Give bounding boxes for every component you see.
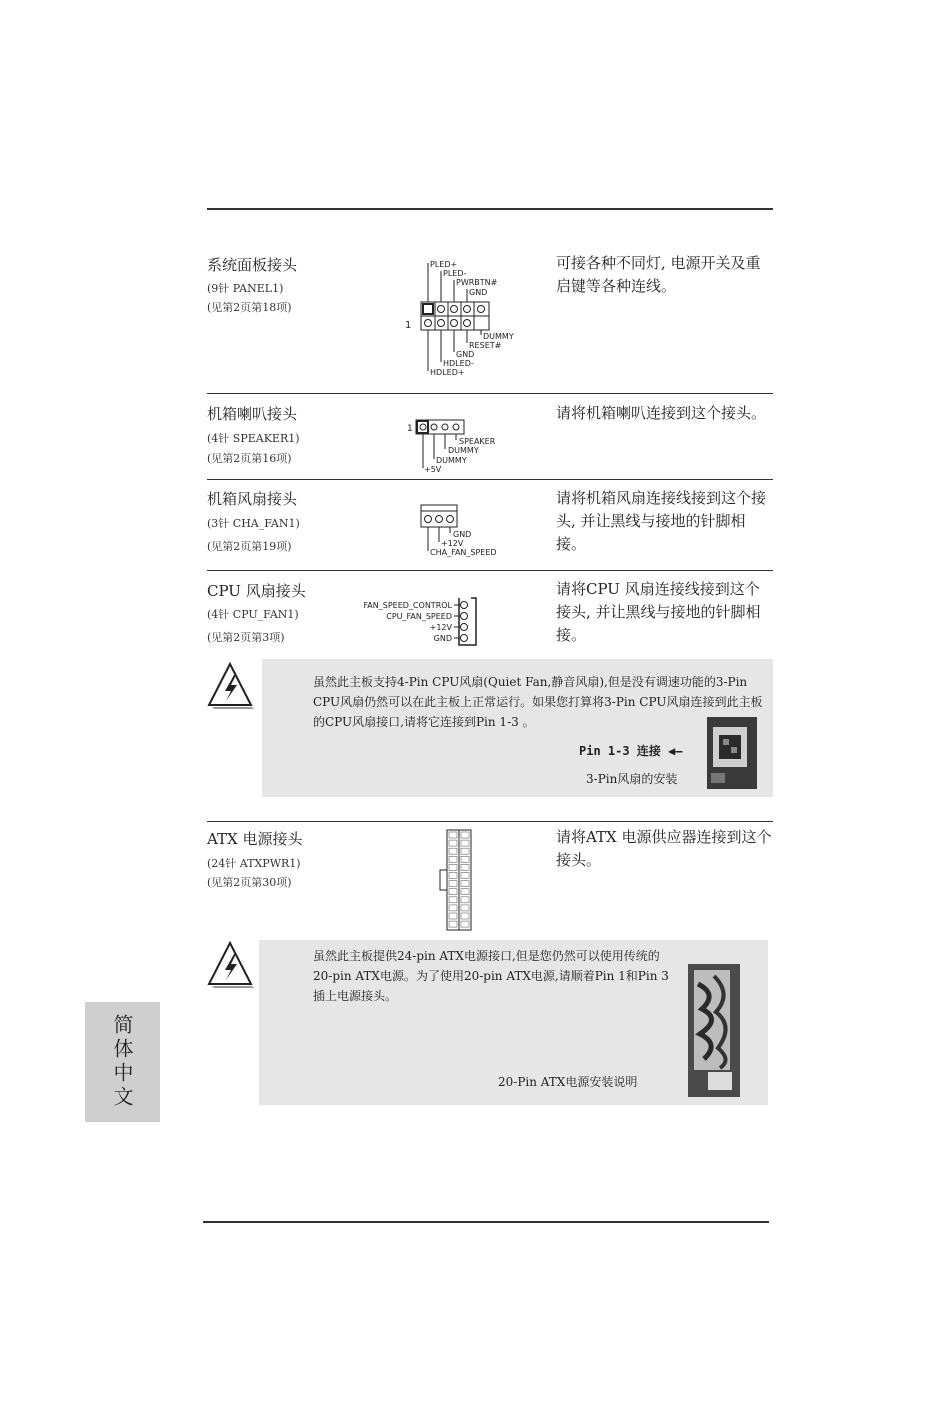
- pin-label: HDLED-: [443, 359, 474, 368]
- section-ref: (见第2页第3项): [207, 631, 285, 644]
- section-ref: (见第2页第16项): [207, 452, 292, 465]
- pin-one-label: 1: [407, 424, 413, 434]
- atx-pin: [449, 897, 457, 903]
- pin-label: SPEAKER: [459, 437, 496, 446]
- pin-label: HDLED+: [430, 368, 465, 377]
- atx-pin: [461, 921, 469, 927]
- atx-pin: [461, 905, 469, 911]
- section-title: 系统面板接头: [207, 256, 298, 274]
- pin-label: +5V: [424, 465, 442, 474]
- pin-label: GND: [433, 634, 452, 643]
- pin-label: +12V: [441, 539, 464, 548]
- pin-label: DUMMY: [448, 446, 479, 455]
- pin-label: PLED+: [430, 260, 458, 269]
- section-pins: (4针 SPEAKER1): [207, 432, 300, 445]
- atx-pin: [449, 840, 457, 846]
- note-callout: [579, 742, 683, 759]
- pin-label: +12V: [429, 623, 452, 632]
- atx-pin: [461, 840, 469, 846]
- callout-text: Pin 1-3 连接: [579, 744, 661, 758]
- atx-pin: [449, 905, 457, 911]
- section-description: 请将机箱喇叭连接到这个接头。: [556, 404, 767, 422]
- section-pins: (4针 CPU_FAN1): [207, 608, 299, 621]
- atx-pin: [449, 848, 457, 854]
- note-text: 虽然此主板支持4-Pin CPU风扇(Quiet Fan,静音风扇),但是没有调速功能的3-Pin CPU风扇仍然可以在此主板上正常运行。如果您打算将3-Pin CPU风扇连接到此主板的CPU风扇接口,请将它连接到Pin 1-3 。: [313, 675, 763, 729]
- note-caption: 20-Pin ATX电源安装说明: [498, 1075, 638, 1089]
- pin-label: RESET#: [469, 341, 502, 350]
- chassis-fan-header-diagram: [415, 500, 510, 560]
- atx-pin: [449, 832, 457, 838]
- atx-pin: [449, 889, 457, 895]
- section-title: ATX 电源接头: [207, 830, 303, 848]
- section-ref: (见第2页第19项): [207, 540, 292, 553]
- pin-label: GND: [453, 530, 472, 539]
- section-description: 请将机箱风扇连接线接到这个接头, 并让黑线与接地的针脚相接。: [556, 489, 767, 553]
- section-title: 机箱风扇接头: [207, 490, 298, 508]
- section-pins: (3针 CHA_FAN1): [207, 517, 300, 530]
- section-divider: [207, 479, 773, 480]
- pin-label: PWRBTN#: [456, 278, 498, 287]
- atx-pin: [461, 873, 469, 879]
- section-description: 可接各种不同灯, 电源开关及重启键等各种连线。: [556, 254, 761, 295]
- atx-pin: [461, 913, 469, 919]
- atx-install-photo: [688, 964, 740, 1097]
- pin-one-label: 1: [405, 320, 412, 331]
- note-text: 虽然此主板提供24-pin ATX电源接口,但是您仍然可以使用传统的20-pin ATX电源。为了使用20-pin ATX电源,请顺着Pin 1和Pin 3插上电源接头。: [313, 949, 669, 1003]
- note-caption: 3-Pin风扇的安装: [586, 772, 678, 786]
- warning-icon: [206, 661, 254, 711]
- atx-pin: [449, 856, 457, 862]
- atx-power-connector-diagram: [435, 828, 480, 932]
- pin-label: FAN_SPEED_CONTROL: [363, 601, 452, 610]
- bottom-rule: [203, 1221, 769, 1223]
- atx-pin: [461, 889, 469, 895]
- pin-label: CPU_FAN_SPEED: [386, 612, 452, 621]
- cpu-fan-header-diagram: [355, 596, 485, 648]
- atx-pin: [449, 921, 457, 927]
- panel-header-diagram: [395, 255, 525, 380]
- atx-pin: [461, 881, 469, 887]
- section-pins: (24针 ATXPWR1): [207, 857, 301, 870]
- warning-icon: [206, 940, 254, 990]
- pin-label: GND: [456, 350, 475, 359]
- atx-pin: [449, 864, 457, 870]
- atx-pin: [449, 913, 457, 919]
- section-title: 机箱喇叭接头: [207, 405, 298, 423]
- pin-label: DUMMY: [483, 332, 514, 341]
- pin-label: CHA_FAN_SPEED: [430, 548, 497, 557]
- language-tab[interactable]: [85, 1002, 160, 1122]
- atx-pin: [449, 881, 457, 887]
- atx-pin: [461, 856, 469, 862]
- atx-pin: [461, 832, 469, 838]
- section-pins: (9针 PANEL1): [207, 282, 284, 295]
- atx-pin: [449, 873, 457, 879]
- top-rule: [207, 208, 773, 210]
- pin-label: DUMMY: [436, 456, 467, 465]
- fan-install-photo: [707, 717, 757, 789]
- section-divider: [207, 393, 773, 394]
- pin-label: GND: [469, 288, 488, 297]
- pin-label: PLED-: [443, 269, 467, 278]
- section-description: 请将CPU 风扇连接线接到这个接头, 并让黑线与接地的针脚相接。: [556, 580, 761, 644]
- section-divider: [207, 821, 773, 822]
- arrow-left-icon: ◀—: [668, 744, 683, 758]
- section-ref: (见第2页第30项): [207, 876, 292, 889]
- atx-pin: [461, 864, 469, 870]
- section-ref: (见第2页第18项): [207, 301, 292, 314]
- section-title: CPU 风扇接头: [207, 582, 306, 600]
- language-tab-label: 简体中文: [110, 1014, 134, 1110]
- atx-pin: [461, 897, 469, 903]
- speaker-header-diagram: [405, 418, 515, 476]
- section-description: 请将ATX 电源供应器连接到这个接头。: [556, 828, 772, 869]
- section-divider: [207, 570, 773, 571]
- atx-pin: [461, 848, 469, 854]
